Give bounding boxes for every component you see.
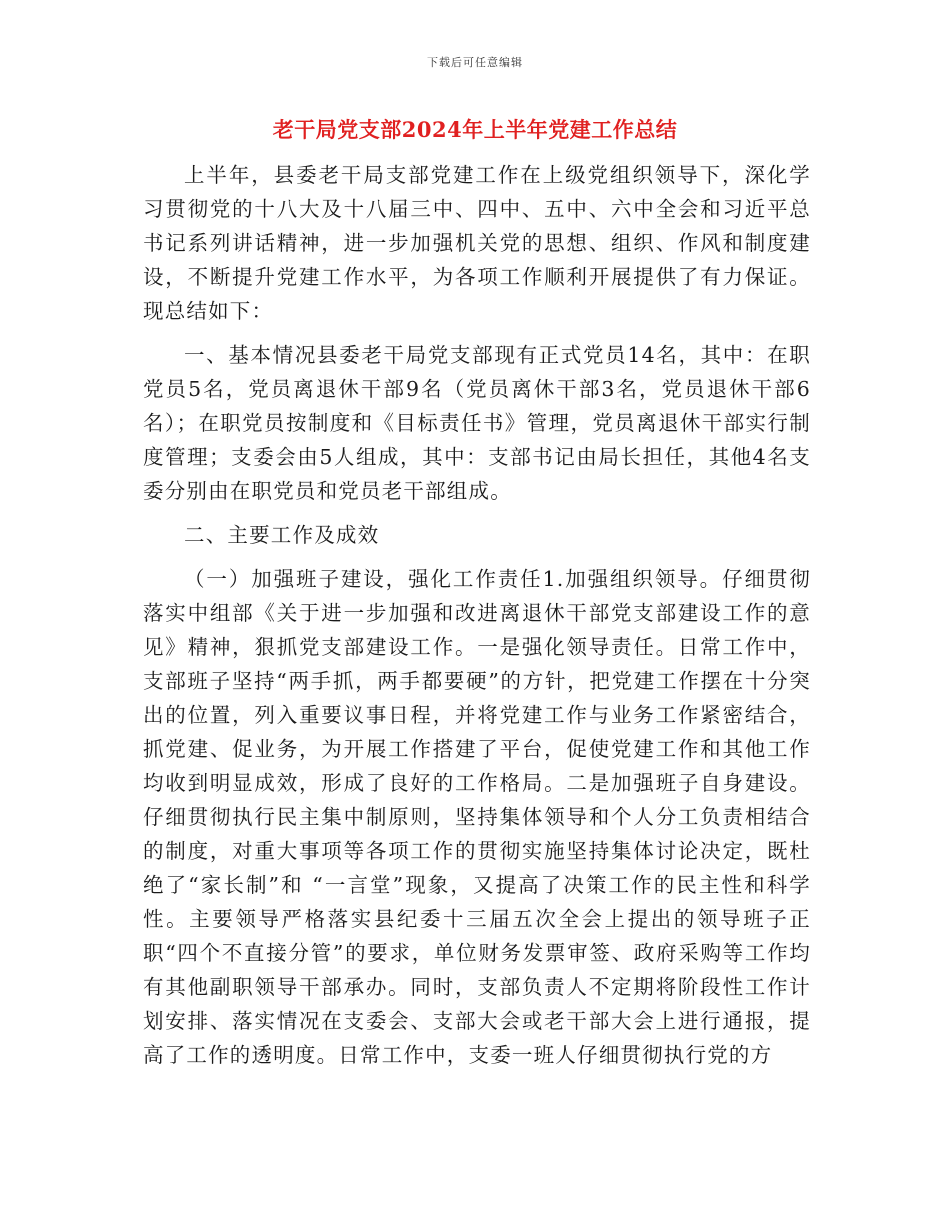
section-heading-main-work: 二、主要工作及成效 [184, 523, 380, 547]
paragraph-intro: 上半年，县委老干局支部党建工作在上级党组织领导下，深化学习贯彻党的十八大及十八届三中、四中、五中、六中全会和习近平总书记系列讲话精神，进一步加强机关党的思想、组织、作风和制度建设，不断提升党建工作水平，为各项工作顺利开展提供了有力保证。现总结如下： [143, 163, 811, 323]
document-body [143, 158, 811, 1072]
header-note: 下载后可任意编辑 [427, 56, 523, 69]
paragraph-basic-situation: 一、基本情况县委老干局党支部现有正式党员14名，其中：在职党员5名，党员离退休干部9名（党员离休干部3名，党员退休干部6名）；在职党员按制度和《目标责任书》管理，党员离退休干部实行制度管理；支委会由5人组成，其中：支部书记由局长担任，其他4名支委分别由在职党员和党员老干部组成。 [143, 343, 811, 503]
paragraph-team-building: （一）加强班子建设，强化工作责任1.加强组织领导。仔细贯彻落实中组部《关于进一步加强和改进离退休干部党支部建设工作的意见》精神，狠抓党支部建设工作。一是强化领导责任。日常工作中，支部班子坚持“两手抓，两手都要硬”的方针，把党建工作摆在十分突出的位置，列入重要议事日程，并将党建工作与业务工作紧密结合，抓党建、促业务，为开展工作搭建了平台，促使党建工作和其他工作均收到明显成效，形成了良好的工作格局。二是加强班子自身建设。仔细贯彻执行民主集中制原则，坚持集体领导和个人分工负责相结合的制度，对重大事项等各项工作的贯彻实施坚持集体讨论决定，既杜绝了“家长制”和 “一言堂”现象，又提高了决策工作的民主性和科学性。主要领导严格落实县纪委十三届五次全会上提出的领导班子正职“四个不直接分管”的要求，单位财务发票审签、政府采购等工作均有其他副职领导干部承办。同时，支部负责人不定期将阶段性工作计划安排、落实情况在支委会、支部大会或老干部大会上进行通报，提高了工作的透明度。日常工作中，支委一班人仔细贯彻执行党的方 [143, 567, 811, 1067]
document-title: 老干局党支部2024年上半年党建工作总结 [272, 117, 678, 142]
